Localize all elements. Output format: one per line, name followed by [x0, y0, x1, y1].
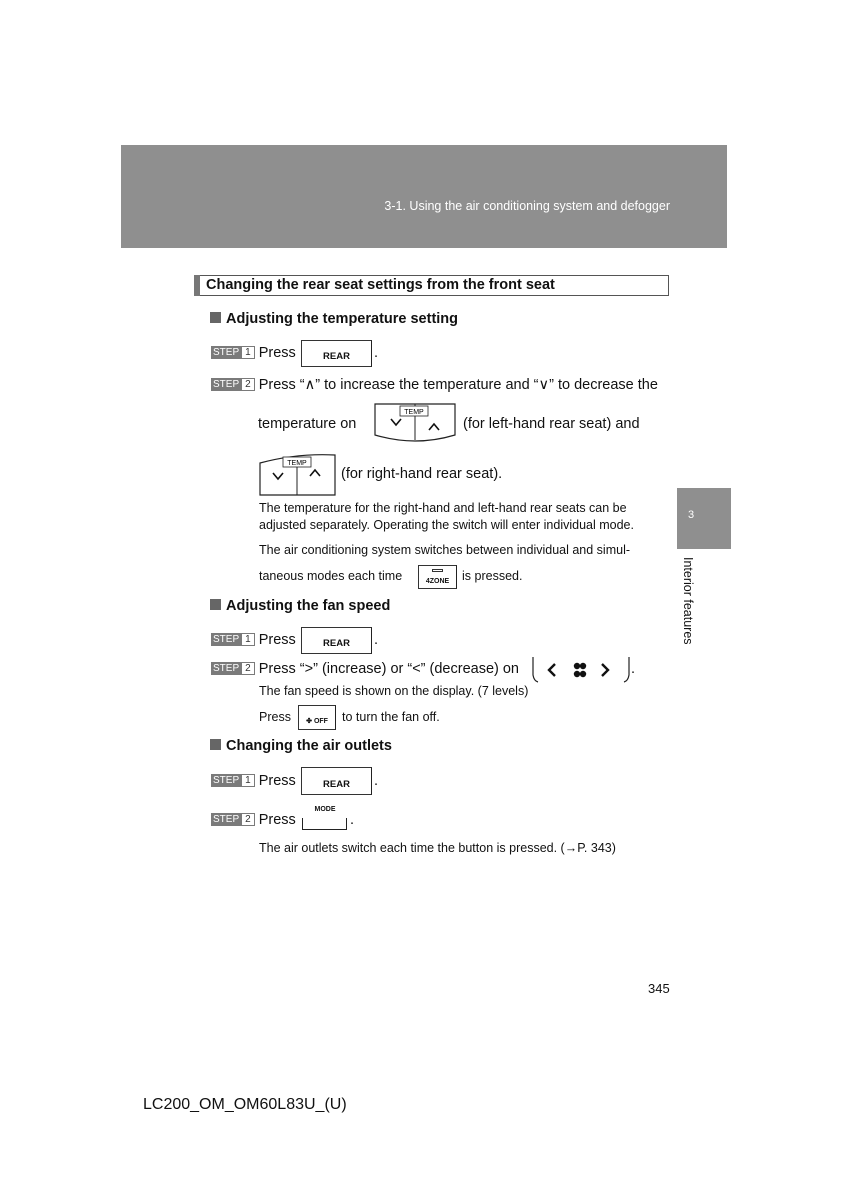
- temp-step2-text-a: temperature on: [258, 416, 357, 432]
- square-bullet-icon: [210, 599, 221, 610]
- temp-note1-line2: adjusted separately. Operating the switch will enter individual mode.: [259, 518, 634, 532]
- step-badge: STEP 2: [211, 813, 255, 826]
- mode-button[interactable]: [302, 806, 348, 831]
- document-code: LC200_OM_OM60L83U_(U): [143, 1096, 347, 1113]
- temp-note2-line2-a: taneous modes each time: [259, 569, 403, 583]
- fan-heading: Adjusting the fan speed: [210, 598, 390, 614]
- fan-off-button[interactable]: ✤ OFF: [298, 705, 336, 730]
- step-badge: STEP 1: [211, 774, 255, 787]
- temp-note2-line2-b: is pressed.: [462, 569, 523, 583]
- fan-speed-switch[interactable]: [532, 655, 630, 685]
- decrease-arrow-icon: [549, 664, 555, 676]
- chapter-number: 3: [688, 509, 695, 521]
- period: .: [350, 812, 355, 828]
- page-number: 345: [648, 981, 670, 996]
- temperature-heading: Adjusting the temperature setting: [210, 311, 458, 327]
- fan-step1: STEP 1 Press: [213, 632, 296, 648]
- chapter-tab: [677, 488, 731, 549]
- temp-label: TEMP: [287, 460, 307, 467]
- temp-step1: STEP 1 Press: [213, 345, 296, 361]
- left-temp-switch[interactable]: [374, 403, 456, 445]
- step-badge: STEP 1: [211, 633, 255, 646]
- rear-button[interactable]: REAR: [301, 627, 372, 654]
- header-band: [121, 145, 727, 248]
- temp-note2-line1: The air conditioning system switches between individual and simul-: [259, 543, 631, 557]
- fan-icon: ✤: [306, 718, 312, 725]
- step-badge: STEP 2: [211, 378, 255, 391]
- temp-label: TEMP: [404, 409, 424, 416]
- outlets-note: The air outlets switch each time the button is pressed. (→P. 343): [259, 841, 616, 855]
- step-badge: STEP 1: [211, 346, 255, 359]
- period: .: [631, 661, 636, 677]
- section-title: Changing the rear seat settings from the front seat: [206, 277, 555, 293]
- period: .: [374, 773, 379, 789]
- fan-step2: STEP 2 Press “>” (increase) or “<” (decrease) on: [213, 661, 519, 677]
- rear-button[interactable]: REAR: [301, 340, 372, 367]
- outlets-step2: STEP 2 Press: [213, 812, 296, 828]
- square-bullet-icon: [210, 739, 221, 750]
- right-temp-switch[interactable]: [258, 453, 336, 496]
- 4zone-button[interactable]: 4ZONE: [418, 565, 457, 589]
- fan-note2-b: to turn the fan off.: [342, 710, 440, 724]
- period: .: [374, 345, 379, 361]
- fan-icon: [574, 663, 586, 677]
- outlets-step1: STEP 1 Press: [213, 773, 296, 789]
- temp-step2: STEP 2 Press “∧” to increase the temperature and “∨” to decrease the: [213, 377, 658, 393]
- period: .: [374, 632, 379, 648]
- chapter-label: Interior features: [681, 557, 695, 645]
- section-title-bar: [194, 275, 200, 296]
- mode-switch-frame: [302, 818, 347, 830]
- temp-step2-text-c: (for right-hand rear seat).: [341, 466, 503, 482]
- indicator-light-icon: [432, 569, 443, 572]
- chapter-title: 3-1. Using the air conditioning system and defogger: [384, 199, 670, 213]
- fan-note2-a: Press: [259, 710, 291, 724]
- increase-arrow-icon: [602, 664, 608, 676]
- step-badge: STEP 2: [211, 662, 255, 675]
- temp-step2-text-b: (for left-hand rear seat) and: [463, 416, 640, 432]
- fan-note1: The fan speed is shown on the display. (7 levels): [259, 684, 529, 698]
- rear-button[interactable]: REAR: [301, 767, 372, 795]
- temp-note1-line1: The temperature for the right-hand and left-hand rear seats can be: [259, 501, 627, 515]
- square-bullet-icon: [210, 312, 221, 323]
- mode-label: MODE: [314, 806, 336, 813]
- outlets-heading: Changing the air outlets: [210, 738, 392, 754]
